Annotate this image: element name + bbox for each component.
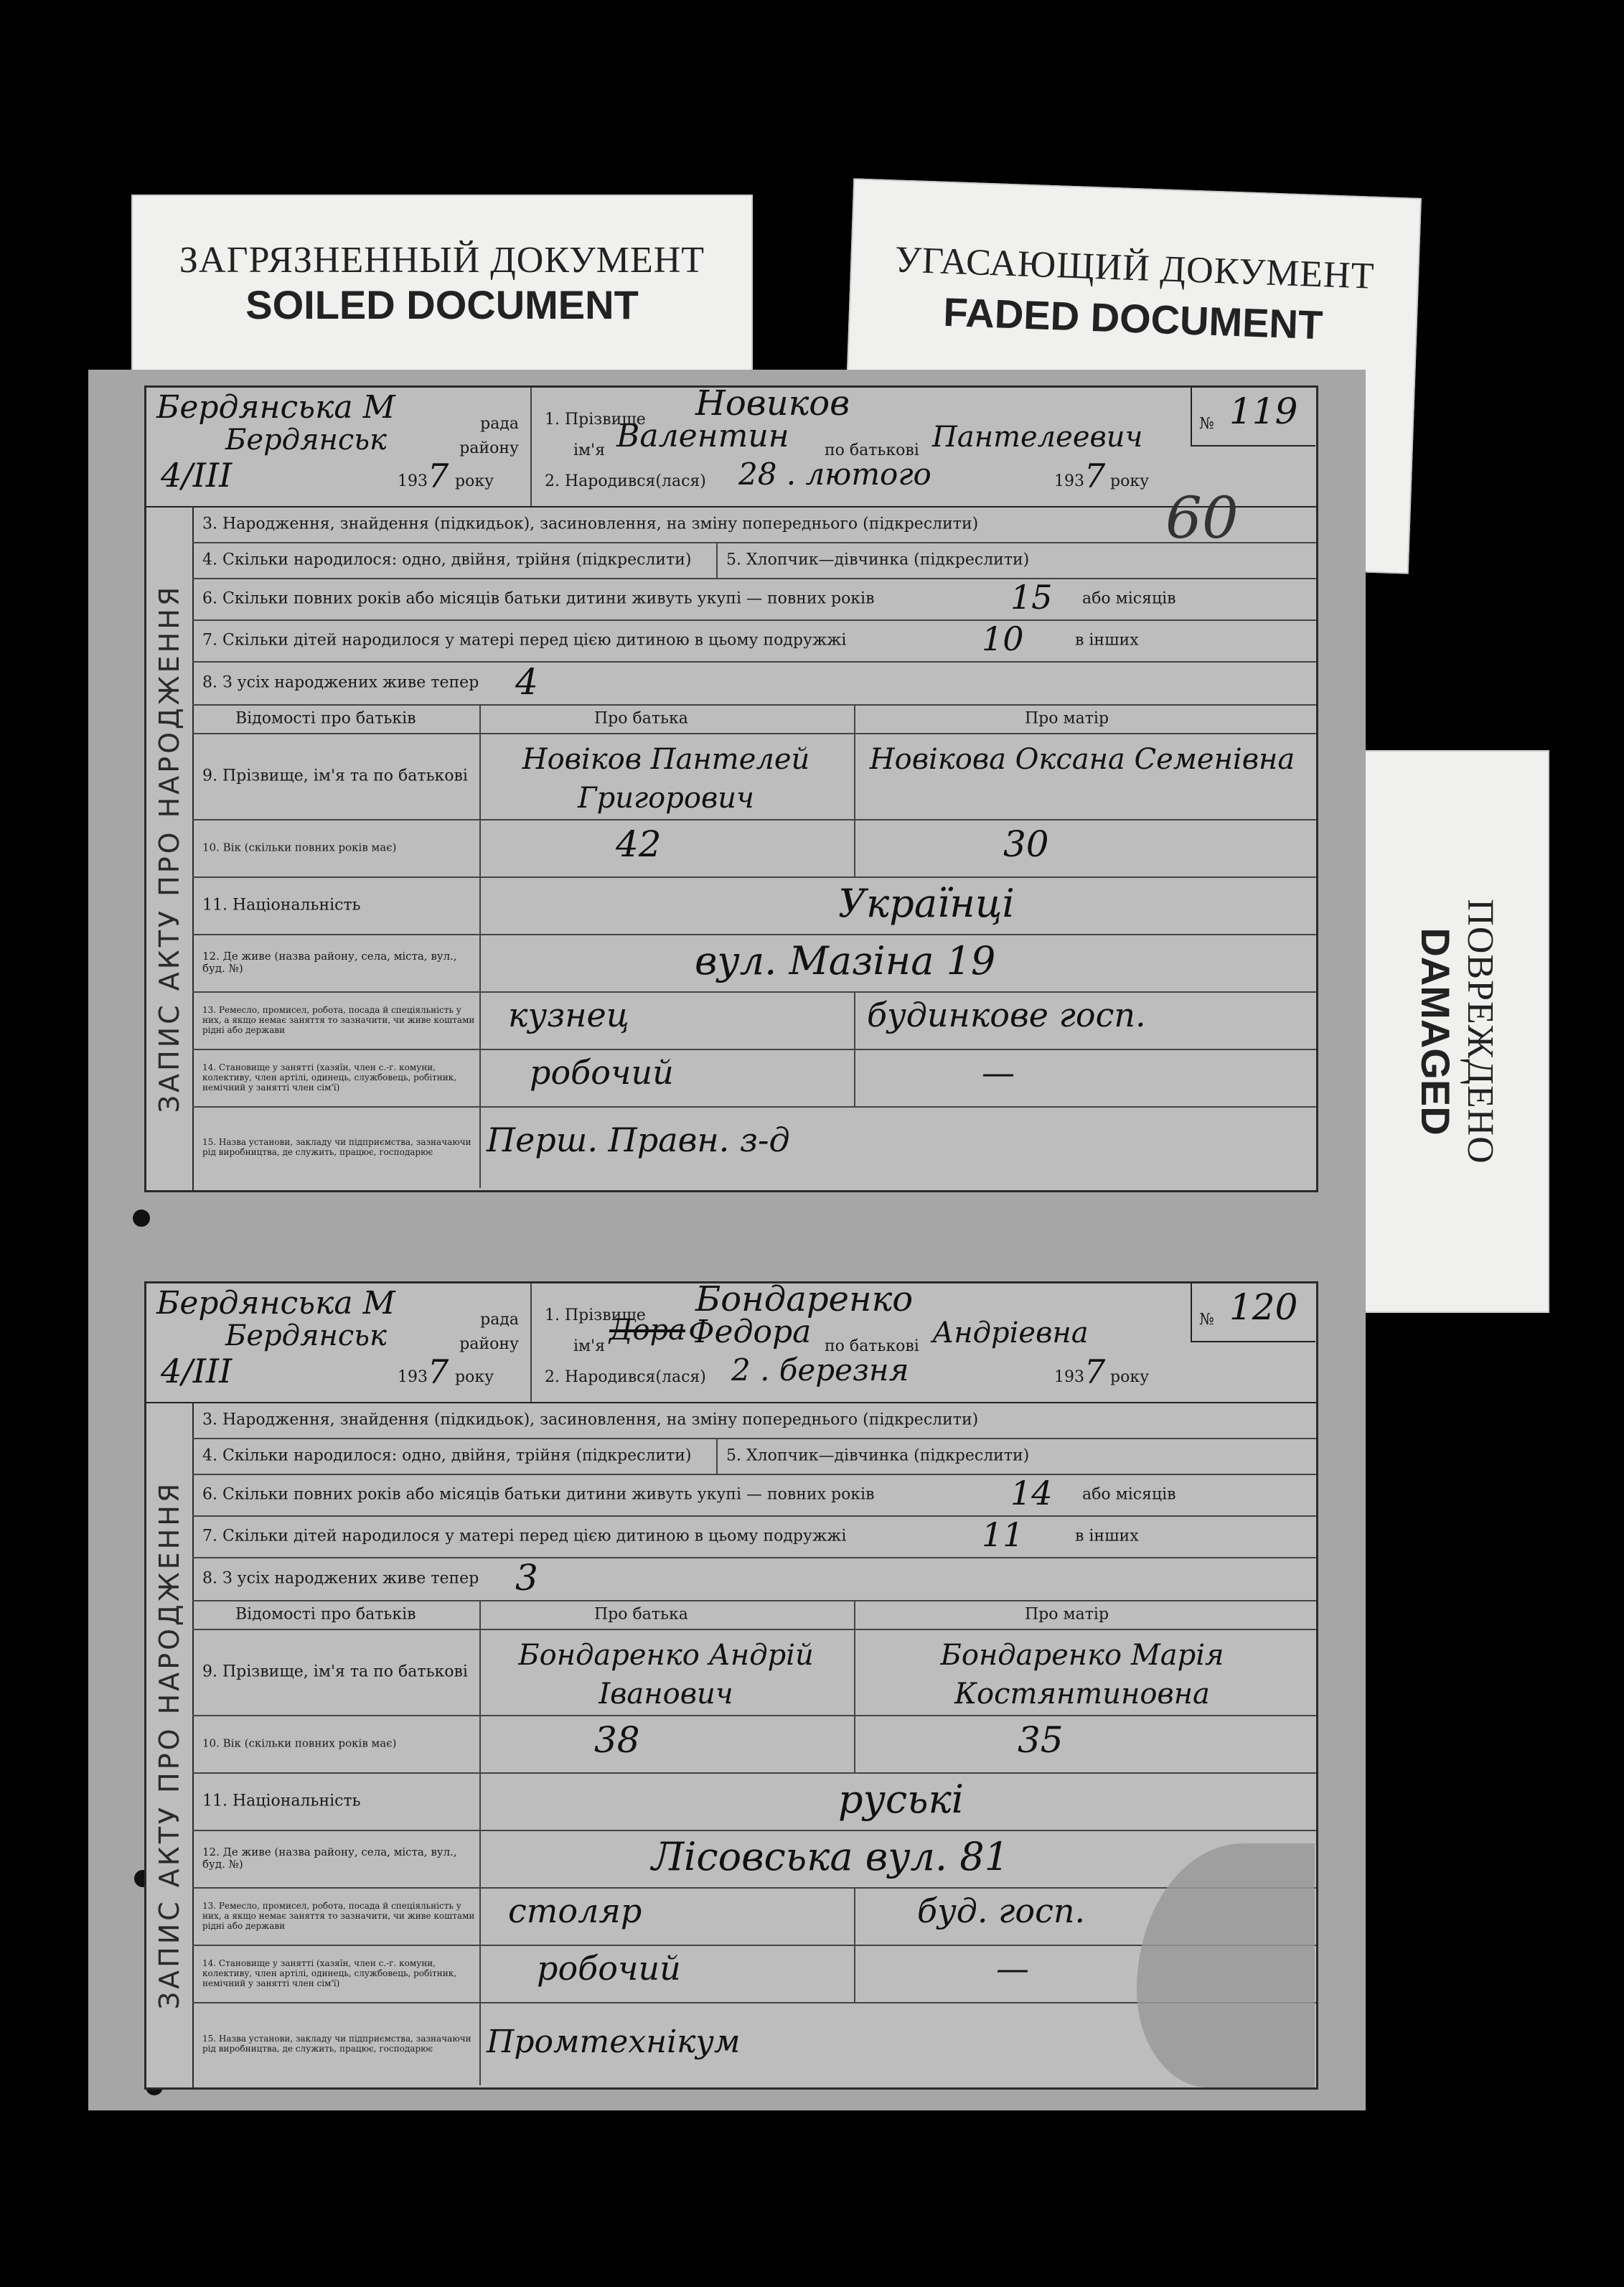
hdr-info: Відомості про батьків: [235, 1605, 416, 1624]
rada-label: рада: [480, 415, 519, 433]
institution: Промтехнікум: [487, 2024, 741, 2060]
row-8: [192, 1557, 1316, 1601]
record-number: 119: [1229, 390, 1298, 432]
field-1-label: 1. Прізвище: [545, 1306, 646, 1324]
field-15-label: 15. Назва установи, закладу чи підприємства, зазначаючи рід виробництва, де служить, працює, господарює: [202, 1137, 471, 1157]
father-age: 38: [594, 1719, 640, 1761]
born-handwritten: 2 . березня: [731, 1352, 909, 1388]
field-6-label: 6. Скільки повних років або місяців батьки дитини живуть укупі — повних років: [202, 1485, 875, 1504]
field-7b-label: в інших: [1075, 1527, 1139, 1545]
mother-trade: буд. госп.: [917, 1891, 1086, 1930]
children-before: 10: [982, 619, 1024, 658]
year-digit: 7: [428, 457, 449, 495]
mother-status: —: [996, 1949, 1029, 1988]
faded-label-ru: УГАСАЮЩИЙ ДОКУМЕНТ: [894, 239, 1376, 297]
field-11-label: 11. Національність: [202, 896, 361, 915]
mother-trade: будинкове госп.: [867, 996, 1146, 1034]
address: вул. Мазіна 19: [695, 938, 996, 983]
field-6b-label: або місяців: [1082, 1485, 1176, 1504]
field-12-label: 12. Де живе (назва району, села, міста, вул., буд. №): [202, 950, 457, 975]
damaged-label-ru: ПОВРЕЖДЕНО: [1459, 899, 1501, 1164]
field-13-label: 13. Ремесло, промисел, робота, посада й спеціяльність у них, а якщо немає заняття то зазначити, чи живе коштами рідні або держави: [202, 1901, 475, 1931]
hdr-mother: Про матір: [1025, 709, 1109, 728]
rada-handwritten: Бердянська М: [156, 1285, 395, 1322]
field-10-label: 10. Вік (скільки повних років має): [202, 1736, 397, 1750]
row-7: [192, 619, 1316, 663]
patronymic-handwritten: Андріевна: [932, 1316, 1089, 1350]
rada-cell: [146, 1283, 532, 1402]
patronymic-handwritten: Пантелеевич: [932, 421, 1143, 454]
hdr-father: Про батька: [594, 709, 688, 728]
row-6: [192, 1474, 1316, 1517]
field-6b-label: або місяців: [1082, 589, 1176, 608]
field-13-label: 13. Ремесло, промисел, робота, посада й спеціяльність у них, а якщо немає заняття то зазначити, чи живе коштами рідні або держави: [202, 1005, 475, 1035]
field-2-label: 2. Народився(лася): [545, 472, 706, 490]
rayon-label: району: [459, 1335, 519, 1353]
vertical-title-2: [146, 1402, 194, 2087]
row-4-5: [192, 1438, 1316, 1475]
field-14-label: 14. Становище у занятті (хазяїн, член с.-г. комуни, колективу, член артілі, одинець, службовець, робітник, немічний у занятті член сім'ї): [202, 1958, 457, 1988]
field-14-label: 14. Становище у занятті (хазяїн, член с.-г. комуни, колективу, член артілі, одинець, службовець, робітник, немічний у занятті член сім'ї): [202, 1062, 457, 1093]
field-2-label: 2. Народився(лася): [545, 1368, 706, 1386]
row-4-5: [192, 542, 1316, 579]
vertical-title-text: ЗАПИС АКТУ ПРО НАРОДЖЕННЯ: [154, 584, 185, 1113]
vertical-title-text: ЗАПИС АКТУ ПРО НАРОДЖЕННЯ: [154, 1480, 185, 2009]
year-prefix: 193: [398, 472, 428, 490]
father-name: Новіков Пантелей Григорович: [522, 743, 810, 815]
birth-record-form-119: [144, 385, 1318, 1192]
field-9-label: 9. Прізвище, ім'я та по батькові: [202, 1662, 468, 1681]
mother-name: Новікова Оксана Семенівна: [869, 743, 1295, 776]
born-roku-label: року: [1110, 1368, 1150, 1386]
field-5-label: 5. Хлопчик—дівчинка (підкреслити): [726, 1446, 1030, 1465]
number-sign: №: [1199, 1311, 1214, 1329]
surname-handwritten: Бондаренко: [695, 1279, 914, 1319]
row-10: [192, 819, 1316, 878]
row-3: [192, 1402, 1316, 1439]
father-trade: кузнец: [508, 996, 629, 1034]
record-number-box: [1191, 388, 1315, 446]
mother-age: 30: [1003, 823, 1049, 865]
mother-age: 35: [1018, 1719, 1064, 1761]
row-11: [192, 876, 1316, 935]
patronymic-label: по батькові: [825, 441, 919, 459]
children-before: 11: [982, 1515, 1024, 1554]
roku-label: року: [455, 472, 494, 490]
record-number: 120: [1229, 1286, 1298, 1328]
rayon-label: району: [459, 439, 519, 457]
row-8: [192, 661, 1316, 706]
field-8-label: 8. З усіх народжених живе тепер: [202, 673, 479, 692]
father-status: робочий: [530, 1053, 674, 1092]
field-7-label: 7. Скільки дітей народилося у матері перед цією дитиною в цьому подружжі: [202, 1527, 847, 1545]
margin-note: 60: [1165, 485, 1239, 551]
hdr-father: Про батька: [594, 1605, 688, 1624]
child-name-cell: [530, 383, 1191, 506]
field-6-label: 6. Скільки повних років або місяців батьки дитини живуть укупі — повних років: [202, 589, 875, 608]
row-14: [192, 1049, 1316, 1108]
field-11-label: 11. Національність: [202, 1792, 361, 1810]
row-12: [192, 934, 1316, 993]
soiled-document-label: [131, 195, 753, 380]
institution: Перш. Правн. з-д: [487, 1121, 790, 1159]
field-5-label: 5. Хлопчик—дівчинка (підкреслити): [726, 551, 1030, 569]
rayon-handwritten: Бердянськ: [225, 1319, 387, 1352]
row-9: [192, 733, 1316, 820]
number-sign: №: [1199, 415, 1214, 433]
row-12: [192, 1830, 1316, 1889]
name-handwritten: Валентин: [616, 418, 789, 454]
punch-hole: [133, 1210, 150, 1227]
year-digit: 7: [428, 1352, 449, 1391]
father-age: 42: [616, 823, 662, 865]
field-9-label: 9. Прізвище, ім'я та по батькові: [202, 767, 468, 785]
row-11: [192, 1772, 1316, 1831]
field-10-label: 10. Вік (скільки повних років має): [202, 841, 397, 854]
imya-label: ім'я: [573, 441, 606, 459]
field-3-label: 3. Народження, знайдення (підкидьок), засиновлення, на зміну попереднього (підкреслити): [202, 515, 979, 533]
nationality: руські: [838, 1777, 964, 1822]
damaged-document-label: [1363, 750, 1549, 1313]
imya-label: ім'я: [573, 1337, 606, 1355]
years-together: 15: [1010, 578, 1053, 617]
code-handwritten: 4/III: [161, 456, 233, 495]
rayon-handwritten: Бердянськ: [225, 424, 387, 457]
row-9: [192, 1629, 1316, 1716]
rada-label: рада: [480, 1311, 519, 1329]
address: Лісовська вул. 81: [652, 1834, 1009, 1879]
mother-status: —: [982, 1053, 1015, 1092]
row-10: [192, 1715, 1316, 1774]
patronymic-label: по батькові: [825, 1337, 919, 1355]
row-13: [192, 991, 1316, 1050]
roku-label: року: [455, 1368, 494, 1386]
field-4-label: 4. Скільки народилося: одно, двійня, трійня (підкреслити): [202, 551, 692, 569]
soiled-label-ru: ЗАГРЯЗНЕННЫЙ ДОКУМЕНТ: [179, 240, 705, 281]
years-together: 14: [1010, 1474, 1053, 1512]
field-15-label: 15. Назва установи, закладу чи підприємства, зазначаючи рід виробництва, де служить, працює, господарює: [202, 2034, 471, 2054]
soiled-label-en: SOILED DOCUMENT: [245, 282, 639, 327]
name-struck-handwritten: Дора: [609, 1314, 686, 1347]
year-prefix: 193: [398, 1368, 428, 1386]
faded-label-en: FADED DOCUMENT: [942, 289, 1324, 348]
hdr-info: Відомості про батьків: [235, 709, 416, 728]
field-7-label: 7. Скільки дітей народилося у матері перед цією дитиною в цьому подружжі: [202, 631, 847, 650]
field-7b-label: в інших: [1075, 631, 1139, 650]
born-handwritten: 28 . лютого: [738, 457, 931, 492]
born-roku-label: року: [1110, 472, 1150, 490]
row-15: [192, 1106, 1316, 1188]
field-1-label: 1. Прізвище: [545, 411, 646, 429]
hdr-mother: Про матір: [1025, 1605, 1109, 1624]
field-8-label: 8. З усіх народжених живе тепер: [202, 1569, 479, 1588]
field-3-label: 3. Народження, знайдення (підкидьок), засиновлення, на зміну попереднього (підкреслити): [202, 1411, 979, 1429]
father-trade: столяр: [508, 1891, 642, 1930]
born-year-prefix: 193: [1054, 1368, 1084, 1386]
alive-now: 3: [515, 1557, 538, 1599]
nationality: Українці: [838, 881, 1015, 926]
birth-record-form-120: [144, 1281, 1318, 2090]
born-year-prefix: 193: [1054, 472, 1084, 490]
name-handwritten: Федора: [688, 1314, 812, 1350]
alive-now: 4: [515, 661, 538, 703]
damaged-label-en: DAMAGED: [1412, 927, 1458, 1136]
surname-handwritten: Новиков: [695, 383, 850, 424]
row-6: [192, 578, 1316, 621]
field-4-label: 4. Скільки народилося: одно, двійня, трійня (підкреслити): [202, 1446, 692, 1465]
father-status: робочий: [537, 1949, 681, 1988]
born-year-handwritten: 7: [1084, 457, 1106, 495]
row-7: [192, 1515, 1316, 1558]
field-12-label: 12. Де живе (назва району, села, міста, вул., буд. №): [202, 1846, 457, 1871]
row-3: [192, 506, 1316, 543]
mother-name: Бондаренко Марія Костянтиновна: [940, 1639, 1224, 1711]
child-name-cell: [530, 1279, 1191, 1402]
document-sheet: [88, 370, 1366, 2110]
code-handwritten: 4/III: [161, 1352, 233, 1390]
father-name: Бондаренко Андрій Іванович: [518, 1639, 814, 1711]
rada-cell: [146, 388, 532, 506]
record-number-box: [1191, 1283, 1315, 1342]
rada-handwritten: Бердянська М: [156, 389, 395, 426]
form-header: [146, 1279, 1316, 1403]
vertical-title-1: [146, 506, 194, 1190]
parents-header-row: [192, 704, 1316, 734]
born-year-handwritten: 7: [1084, 1352, 1106, 1391]
parents-header-row: [192, 1600, 1316, 1630]
